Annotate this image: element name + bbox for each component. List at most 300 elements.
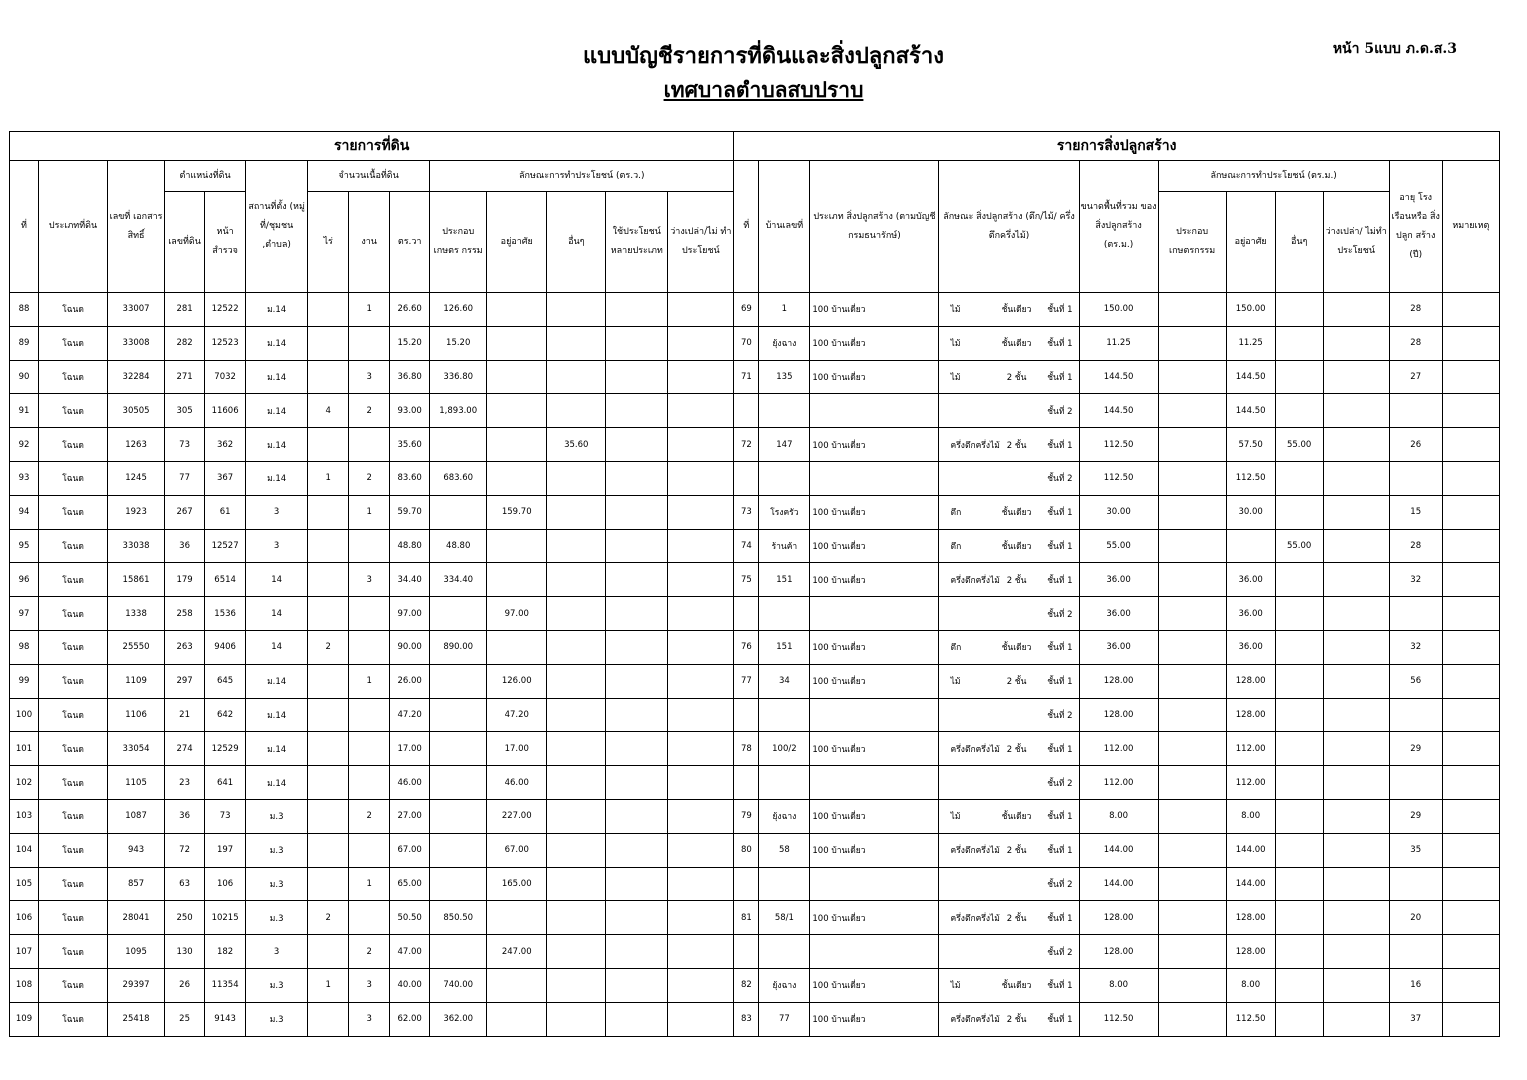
- table-row: [10, 360, 1500, 394]
- feature-stories: ชั้นเดียว: [1001, 305, 1032, 316]
- cell-house-no: 151: [759, 630, 810, 664]
- cell-other: [547, 732, 606, 766]
- cell-land-type: โฉนด: [39, 495, 108, 529]
- cell-building-agri: [1158, 461, 1226, 495]
- cell-land-no: 23: [165, 766, 205, 800]
- cell-survey-page: 12523: [205, 326, 246, 360]
- feature-stories: 2 ชั้น: [1006, 846, 1027, 857]
- cell-deed-no: 1106: [108, 698, 165, 732]
- cell-building-vacant: [1323, 495, 1389, 529]
- cell-building-agri: [1158, 664, 1226, 698]
- cell-survey-page: 9143: [205, 1002, 246, 1036]
- cell-building-area: 55.00: [1079, 529, 1158, 563]
- cell-location: ม.14: [246, 326, 308, 360]
- cell-land-type: โฉนด: [39, 326, 108, 360]
- col-mixed: ใช้ประโยชน์ หลายประเภท: [606, 192, 668, 293]
- cell-vacant: [668, 326, 734, 360]
- cell-deed-no: 25418: [108, 1002, 165, 1036]
- cell-building-area: 8.00: [1079, 968, 1158, 1002]
- cell-building-feature: [939, 935, 1079, 969]
- cell-building-no: 80: [734, 833, 759, 867]
- cell-remark: [1442, 461, 1499, 495]
- cell-land-no: 282: [165, 326, 205, 360]
- cell-building-type: 100 บ้านเดี่ยว: [810, 293, 939, 327]
- cell-rai: [308, 428, 349, 462]
- cell-building-no: 71: [734, 360, 759, 394]
- cell-survey-page: 642: [205, 698, 246, 732]
- cell-remark: [1442, 597, 1499, 631]
- cell-building-no: [734, 597, 759, 631]
- cell-building-no: 77: [734, 664, 759, 698]
- table-row: [10, 428, 1500, 462]
- cell-house-no: [759, 461, 810, 495]
- cell-building-other: 55.00: [1275, 529, 1323, 563]
- cell-sq-wa: 27.00: [390, 799, 430, 833]
- cell-vacant: [668, 461, 734, 495]
- feature-stories: 2 ชั้น: [1006, 677, 1027, 688]
- col-building-other: อื่นๆ: [1275, 192, 1323, 293]
- cell-other: [547, 1002, 606, 1036]
- cell-building-other: [1275, 766, 1323, 800]
- cell-mixed: [606, 563, 668, 597]
- cell-land-type: โฉนด: [39, 597, 108, 631]
- cell-no: 104: [10, 833, 39, 867]
- cell-land-type: โฉนด: [39, 360, 108, 394]
- cell-land-type: โฉนด: [39, 428, 108, 462]
- cell-residential: [487, 1002, 547, 1036]
- cell-residential: 17.00: [487, 732, 547, 766]
- cell-survey-page: 641: [205, 766, 246, 800]
- cell-mixed: [606, 529, 668, 563]
- cell-mixed: [606, 428, 668, 462]
- cell-building-feature: [939, 1002, 1079, 1036]
- table-row: [10, 529, 1500, 563]
- feature-floor: ชั้นที่ 1: [1047, 1015, 1073, 1026]
- cell-building-feature: [939, 597, 1079, 631]
- col-building-type: ประเภท สิ่งปลูกสร้าง (ตามบัญชีกรมธนารักษ์): [810, 161, 939, 293]
- cell-sq-wa: 65.00: [390, 867, 430, 901]
- cell-building-vacant: [1323, 326, 1389, 360]
- table-row: [10, 630, 1500, 664]
- cell-other: [547, 630, 606, 664]
- cell-agri: 15.20: [430, 326, 487, 360]
- cell-deed-no: 1109: [108, 664, 165, 698]
- cell-building-other: [1275, 664, 1323, 698]
- col-location: สถานที่ตั้ง (หมู่ที่/ชุมชน ,ตำบล): [246, 161, 308, 293]
- cell-building-other: [1275, 698, 1323, 732]
- feature-material: ครึ่งตึกครึ่งไม้: [950, 440, 1000, 451]
- feature-material: ไม้: [950, 339, 961, 350]
- cell-ngan: 1: [349, 867, 390, 901]
- cell-house-no: 100/2: [759, 732, 810, 766]
- cell-building-age: [1389, 461, 1442, 495]
- cell-sq-wa: 93.00: [390, 394, 430, 428]
- cell-no: 90: [10, 360, 39, 394]
- cell-land-type: โฉนด: [39, 968, 108, 1002]
- cell-location: 14: [246, 630, 308, 664]
- cell-residential: 165.00: [487, 867, 547, 901]
- cell-ngan: [349, 766, 390, 800]
- cell-residential: 67.00: [487, 833, 547, 867]
- cell-house-no: 58/1: [759, 901, 810, 935]
- table-row: [10, 664, 1500, 698]
- cell-remark: [1442, 495, 1499, 529]
- cell-building-residential: 112.00: [1226, 766, 1275, 800]
- cell-building-agri: [1158, 799, 1226, 833]
- cell-building-no: [734, 461, 759, 495]
- cell-agri: [430, 799, 487, 833]
- cell-building-no: 76: [734, 630, 759, 664]
- table-body: [10, 293, 1500, 1037]
- cell-residential: [487, 630, 547, 664]
- cell-vacant: [668, 529, 734, 563]
- cell-building-age: 15: [1389, 495, 1442, 529]
- feature-material: ครึ่งตึกครึ่งไม้: [950, 1015, 1000, 1026]
- cell-building-age: 28: [1389, 326, 1442, 360]
- cell-remark: [1442, 529, 1499, 563]
- cell-residential: 126.00: [487, 664, 547, 698]
- cell-deed-no: 1105: [108, 766, 165, 800]
- cell-house-no: ยุ้งฉาง: [759, 968, 810, 1002]
- cell-residential: 159.70: [487, 495, 547, 529]
- cell-building-no: [734, 867, 759, 901]
- cell-house-no: [759, 394, 810, 428]
- cell-land-type: โฉนด: [39, 698, 108, 732]
- cell-sq-wa: 97.00: [390, 597, 430, 631]
- cell-location: ม.3: [246, 968, 308, 1002]
- cell-vacant: [668, 293, 734, 327]
- cell-other: [547, 597, 606, 631]
- cell-building-no: 70: [734, 326, 759, 360]
- cell-building-feature: [939, 529, 1079, 563]
- cell-house-no: ร้านค้า: [759, 529, 810, 563]
- cell-building-residential: 128.00: [1226, 664, 1275, 698]
- cell-building-no: [734, 698, 759, 732]
- cell-land-no: 130: [165, 935, 205, 969]
- cell-no: 108: [10, 968, 39, 1002]
- cell-agri: [430, 867, 487, 901]
- table-row: [10, 766, 1500, 800]
- cell-land-type: โฉนด: [39, 563, 108, 597]
- feature-stories: 2 ชั้น: [1006, 372, 1027, 383]
- cell-residential: [487, 394, 547, 428]
- cell-building-type: 100 บ้านเดี่ยว: [810, 799, 939, 833]
- cell-survey-page: 645: [205, 664, 246, 698]
- cell-agri: 48.80: [430, 529, 487, 563]
- cell-building-residential: 11.25: [1226, 326, 1275, 360]
- cell-vacant: [668, 563, 734, 597]
- cell-deed-no: 1095: [108, 935, 165, 969]
- cell-ngan: 3: [349, 563, 390, 597]
- cell-ngan: 3: [349, 968, 390, 1002]
- cell-mixed: [606, 597, 668, 631]
- cell-rai: [308, 326, 349, 360]
- cell-building-no: 72: [734, 428, 759, 462]
- cell-building-residential: 144.50: [1226, 394, 1275, 428]
- cell-building-agri: [1158, 630, 1226, 664]
- cell-land-no: 21: [165, 698, 205, 732]
- cell-building-vacant: [1323, 935, 1389, 969]
- land-group-header: รายการที่ดิน: [10, 132, 734, 161]
- cell-residential: [487, 293, 547, 327]
- cell-location: 14: [246, 563, 308, 597]
- cell-building-area: 128.00: [1079, 901, 1158, 935]
- cell-building-age: 37: [1389, 1002, 1442, 1036]
- cell-no: 88: [10, 293, 39, 327]
- cell-no: 99: [10, 664, 39, 698]
- cell-mixed: [606, 293, 668, 327]
- cell-deed-no: 1087: [108, 799, 165, 833]
- cell-residential: 227.00: [487, 799, 547, 833]
- col-house-no: บ้านเลขที่: [759, 161, 810, 293]
- cell-no: 91: [10, 394, 39, 428]
- cell-deed-no: 1245: [108, 461, 165, 495]
- cell-survey-page: 73: [205, 799, 246, 833]
- cell-building-agri: [1158, 867, 1226, 901]
- cell-other: [547, 293, 606, 327]
- cell-agri: 890.00: [430, 630, 487, 664]
- cell-building-agri: [1158, 968, 1226, 1002]
- cell-land-no: 305: [165, 394, 205, 428]
- cell-building-type: [810, 597, 939, 631]
- cell-rai: [308, 867, 349, 901]
- cell-land-type: โฉนด: [39, 867, 108, 901]
- cell-building-agri: [1158, 428, 1226, 462]
- cell-mixed: [606, 867, 668, 901]
- cell-other: [547, 664, 606, 698]
- cell-building-other: [1275, 901, 1323, 935]
- cell-house-no: [759, 867, 810, 901]
- cell-building-other: [1275, 293, 1323, 327]
- cell-house-no: [759, 597, 810, 631]
- cell-building-other: [1275, 326, 1323, 360]
- cell-building-age: 29: [1389, 732, 1442, 766]
- cell-mixed: [606, 394, 668, 428]
- cell-location: 3: [246, 935, 308, 969]
- cell-ngan: 3: [349, 360, 390, 394]
- cell-building-age: 56: [1389, 664, 1442, 698]
- cell-agri: 740.00: [430, 968, 487, 1002]
- cell-vacant: [668, 428, 734, 462]
- cell-vacant: [668, 1002, 734, 1036]
- cell-other: [547, 698, 606, 732]
- cell-location: 3: [246, 495, 308, 529]
- cell-ngan: [349, 326, 390, 360]
- cell-mixed: [606, 935, 668, 969]
- cell-building-area: 8.00: [1079, 799, 1158, 833]
- cell-land-no: 281: [165, 293, 205, 327]
- cell-no: 98: [10, 630, 39, 664]
- cell-building-age: [1389, 698, 1442, 732]
- cell-land-type: โฉนด: [39, 664, 108, 698]
- cell-deed-no: 29397: [108, 968, 165, 1002]
- table-row: [10, 597, 1500, 631]
- cell-remark: [1442, 799, 1499, 833]
- cell-building-vacant: [1323, 630, 1389, 664]
- feature-floor: ชั้นที่ 1: [1047, 339, 1073, 350]
- cell-agri: [430, 698, 487, 732]
- cell-building-feature: [939, 732, 1079, 766]
- cell-other: [547, 563, 606, 597]
- cell-location: 14: [246, 597, 308, 631]
- cell-ngan: [349, 833, 390, 867]
- cell-building-type: [810, 461, 939, 495]
- cell-residential: 46.00: [487, 766, 547, 800]
- cell-house-no: โรงครัว: [759, 495, 810, 529]
- cell-land-no: 72: [165, 833, 205, 867]
- cell-sq-wa: 15.20: [390, 326, 430, 360]
- col-land-use: ลักษณะการทำประโยชน์ (ตร.ว.): [430, 161, 734, 192]
- cell-sq-wa: 35.60: [390, 428, 430, 462]
- cell-survey-page: 12527: [205, 529, 246, 563]
- cell-building-residential: 144.00: [1226, 867, 1275, 901]
- cell-building-area: 36.00: [1079, 563, 1158, 597]
- cell-location: ม.3: [246, 799, 308, 833]
- cell-mixed: [606, 901, 668, 935]
- cell-survey-page: 61: [205, 495, 246, 529]
- cell-deed-no: 33008: [108, 326, 165, 360]
- cell-building-feature: [939, 326, 1079, 360]
- cell-building-feature: [939, 428, 1079, 462]
- cell-building-type: 100 บ้านเดี่ยว: [810, 732, 939, 766]
- page-reference: หน้า 5แบบ ภ.ด.ส.3: [1332, 41, 1457, 57]
- cell-vacant: [668, 495, 734, 529]
- cell-mixed: [606, 1002, 668, 1036]
- feature-material: ตึก: [950, 643, 962, 654]
- cell-building-age: 32: [1389, 563, 1442, 597]
- cell-building-area: 144.00: [1079, 833, 1158, 867]
- feature-floor: ชั้นที่ 1: [1047, 846, 1073, 857]
- cell-agri: 683.60: [430, 461, 487, 495]
- col-land-no: เลขที่ดิน: [165, 192, 205, 293]
- cell-building-agri: [1158, 935, 1226, 969]
- cell-rai: [308, 833, 349, 867]
- cell-other: [547, 766, 606, 800]
- cell-no: 109: [10, 1002, 39, 1036]
- cell-building-feature: [939, 394, 1079, 428]
- cell-building-agri: [1158, 1002, 1226, 1036]
- cell-survey-page: 106: [205, 867, 246, 901]
- cell-ngan: 2: [349, 799, 390, 833]
- cell-building-residential: 128.00: [1226, 935, 1275, 969]
- cell-building-no: [734, 394, 759, 428]
- cell-building-agri: [1158, 326, 1226, 360]
- cell-building-other: [1275, 563, 1323, 597]
- cell-other: [547, 833, 606, 867]
- cell-residential: [487, 901, 547, 935]
- cell-survey-page: 7032: [205, 360, 246, 394]
- document-title: แบบบัญชีรายการที่ดินและสิ่งปลูกสร้าง: [583, 44, 944, 69]
- cell-ngan: 2: [349, 935, 390, 969]
- cell-building-age: 26: [1389, 428, 1442, 462]
- cell-building-area: 36.00: [1079, 597, 1158, 631]
- cell-remark: [1442, 326, 1499, 360]
- cell-agri: [430, 833, 487, 867]
- cell-vacant: [668, 766, 734, 800]
- col-sq-wa: ตร.วา: [390, 192, 430, 293]
- cell-survey-page: 12529: [205, 732, 246, 766]
- cell-other: [547, 935, 606, 969]
- cell-mixed: [606, 326, 668, 360]
- cell-remark: [1442, 664, 1499, 698]
- cell-land-no: 274: [165, 732, 205, 766]
- cell-building-age: 28: [1389, 529, 1442, 563]
- feature-floor: ชั้นที่ 2: [1047, 609, 1073, 620]
- cell-rai: 2: [308, 901, 349, 935]
- feature-stories: 2 ชั้น: [1006, 575, 1027, 586]
- feature-material: ครึ่งตึกครึ่งไม้: [950, 846, 1000, 857]
- cell-mixed: [606, 766, 668, 800]
- cell-building-area: 112.50: [1079, 428, 1158, 462]
- cell-sq-wa: 47.20: [390, 698, 430, 732]
- cell-building-age: [1389, 597, 1442, 631]
- cell-building-area: 128.00: [1079, 664, 1158, 698]
- cell-no: 103: [10, 799, 39, 833]
- cell-survey-page: 197: [205, 833, 246, 867]
- cell-building-residential: 112.50: [1226, 1002, 1275, 1036]
- cell-location: ม.14: [246, 293, 308, 327]
- cell-building-agri: [1158, 901, 1226, 935]
- cell-mixed: [606, 968, 668, 1002]
- col-area: จำนวนเนื้อที่ดิน: [308, 161, 430, 192]
- cell-building-vacant: [1323, 698, 1389, 732]
- cell-ngan: [349, 698, 390, 732]
- cell-building-agri: [1158, 495, 1226, 529]
- cell-building-feature: [939, 766, 1079, 800]
- cell-building-type: 100 บ้านเดี่ยว: [810, 529, 939, 563]
- cell-mixed: [606, 495, 668, 529]
- cell-land-type: โฉนด: [39, 1002, 108, 1036]
- feature-stories: 2 ชั้น: [1006, 744, 1027, 755]
- feature-material: ครึ่งตึกครึ่งไม้: [950, 913, 1000, 924]
- cell-building-no: 83: [734, 1002, 759, 1036]
- cell-building-vacant: [1323, 461, 1389, 495]
- cell-building-residential: 36.00: [1226, 597, 1275, 631]
- col-no: ที่: [10, 161, 39, 293]
- cell-building-area: 112.00: [1079, 732, 1158, 766]
- cell-building-age: 27: [1389, 360, 1442, 394]
- cell-building-feature: [939, 360, 1079, 394]
- feature-material: ไม้: [950, 677, 961, 688]
- cell-building-agri: [1158, 563, 1226, 597]
- cell-building-no: 69: [734, 293, 759, 327]
- cell-building-residential: 144.00: [1226, 833, 1275, 867]
- feature-stories: ชั้นเดียว: [1001, 812, 1032, 823]
- cell-agri: [430, 935, 487, 969]
- cell-ngan: 3: [349, 1002, 390, 1036]
- table-row: [10, 1002, 1500, 1036]
- feature-material: ไม้: [950, 981, 961, 992]
- cell-land-type: โฉนด: [39, 529, 108, 563]
- cell-other: [547, 495, 606, 529]
- cell-vacant: [668, 597, 734, 631]
- cell-building-other: [1275, 630, 1323, 664]
- cell-no: 102: [10, 766, 39, 800]
- feature-floor: ชั้นที่ 2: [1047, 947, 1073, 958]
- cell-location: ม.14: [246, 360, 308, 394]
- cell-other: [547, 867, 606, 901]
- cell-building-area: 128.00: [1079, 698, 1158, 732]
- cell-building-vacant: [1323, 867, 1389, 901]
- cell-agri: 334.40: [430, 563, 487, 597]
- cell-location: ม.3: [246, 1002, 308, 1036]
- cell-building-age: 32: [1389, 630, 1442, 664]
- cell-location: ม.3: [246, 833, 308, 867]
- cell-building-feature: [939, 495, 1079, 529]
- cell-rai: [308, 495, 349, 529]
- feature-material: ไม้: [950, 372, 961, 383]
- cell-location: ม.14: [246, 394, 308, 428]
